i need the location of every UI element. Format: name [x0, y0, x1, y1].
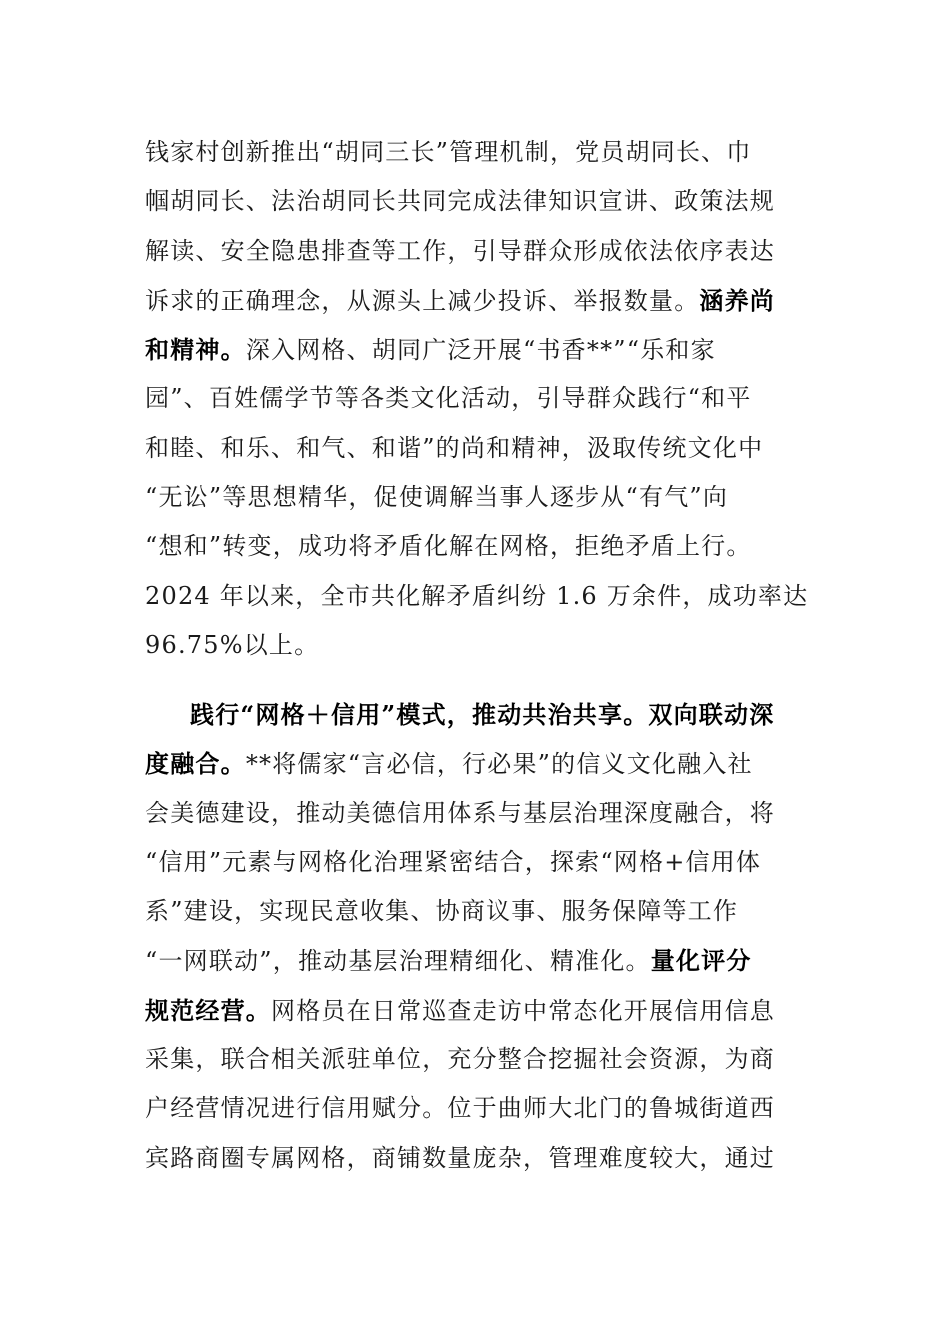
text-line: “想和”转变，成功将矛盾化解在网格，拒绝矛盾上行。	[145, 532, 752, 561]
text-line: “无讼”等思想精华，促使调解当事人逐步从“有气”向	[145, 483, 729, 512]
text-run: “一网联动”，推动基层治理精细化、精准化。	[145, 947, 651, 976]
paragraph-1	[145, 128, 815, 670]
text-line	[145, 936, 815, 985]
bold-heading-run: 规范经营。	[145, 995, 271, 1025]
text-run: 深入网格、胡同广泛开展“书香**”“乐和家	[245, 336, 716, 365]
text-line: 和睦、和乐、和气、和谐”的尚和精神，汲取传统文化中	[145, 433, 764, 462]
text-line: 户经营情况进行信用赋分。位于曲师大北门的鲁城街道西	[145, 1094, 775, 1123]
text-line: 解读、安全隐患排查等工作，引导群众形成依法依序表达	[145, 236, 775, 265]
bold-heading-run: 度融合。	[145, 749, 246, 779]
text-line: 会美德建设，推动美德信用体系与基层治理深度融合，将	[145, 798, 775, 827]
text-line: 钱家村创新推出“胡同三长”管理机制，党员胡同长、巾	[145, 138, 752, 166]
text-line: 96.75%以上。	[145, 630, 320, 659]
text-line: 采集，联合相关派驻单位，充分整合挖掘社会资源，为商	[145, 1045, 775, 1074]
section-heading-line: 践行“网格＋信用”模式，推动共治共享。双向联动深	[190, 700, 775, 729]
text-line: 宾路商圈专属网格，商铺数量庞杂，管理难度较大，通过	[145, 1143, 775, 1172]
bold-heading-run: 涵养尚	[699, 285, 776, 315]
text-line	[145, 986, 815, 1035]
text-run: **将儒家“言必信，行必果”的信义文化融入社	[245, 750, 753, 779]
text-line: 园”、百姓儒学节等各类文化活动，引导群众践行“和平	[145, 384, 752, 413]
bold-heading-run: 量化评分	[650, 946, 752, 976]
text-line	[145, 739, 815, 788]
text-run: 诉求的正确理念，从源头上减少投诉、举报数量。	[145, 286, 700, 315]
text-run: 网格员在日常巡查走访中常态化开展信用信息	[271, 996, 775, 1025]
text-line	[145, 276, 815, 325]
text-line	[145, 325, 815, 374]
bold-heading-run: 和精神。	[145, 335, 246, 365]
paragraph-2	[145, 690, 815, 1183]
text-line: 系”建设，实现民意收集、协商议事、服务保障等工作	[145, 897, 739, 926]
text-line: 2024 年以来，全市共化解矛盾纠纷 1.6 万余件，成功率达	[145, 581, 809, 610]
text-line: “信用”元素与网格化治理紧密结合，探索“网格+信用体	[145, 847, 762, 876]
text-line: 帼胡同长、法治胡同长共同完成法律知识宣讲、政策法规	[145, 187, 775, 216]
